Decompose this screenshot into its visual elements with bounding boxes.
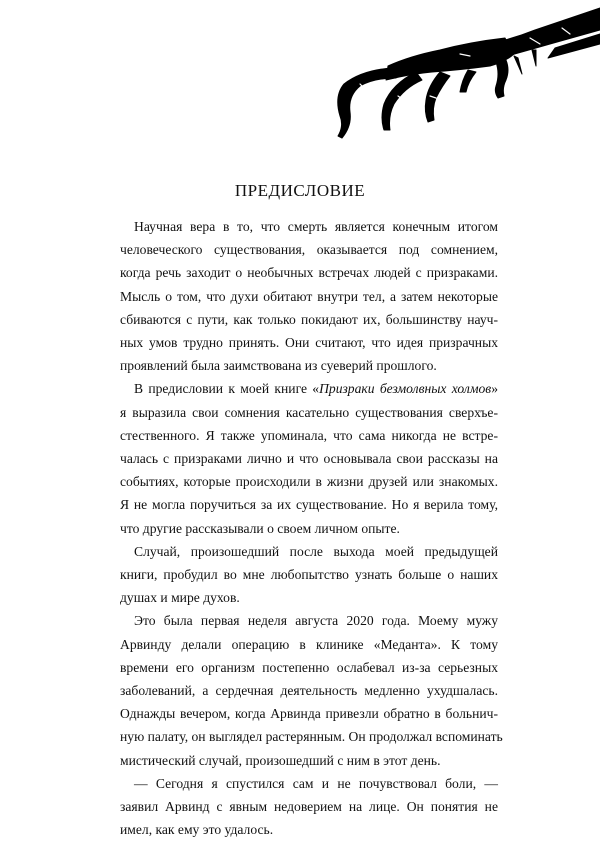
text-line: Мысль о том, что духи обитают внутри тел, а затем некоторые xyxy=(120,288,498,304)
text-line xyxy=(120,377,498,400)
text-line: времени его организм постепенно ослабевал из-за серьезных xyxy=(120,659,498,675)
text-fragment: В предисловии к моей книге « xyxy=(134,381,320,397)
text-line: когда речь заходит о необычных встречах людей с призраками. xyxy=(120,265,498,281)
text-line: стественного. Я также упоминала, что сама никогда не встре- xyxy=(120,427,498,443)
text-line: Арвинду делали операцию в клинике «Меданта». К тому xyxy=(120,636,498,652)
text-line: книги, пробудил во мне любопытство узнать больше о наших xyxy=(120,567,498,583)
text-line: я выразила свои сомнения касательно существования сверхъе- xyxy=(120,404,498,420)
paragraph-5 xyxy=(120,772,498,841)
chapter-heading: ПРЕДИСЛОВИЕ xyxy=(234,181,366,200)
text-line: Случай, произошедший после выхода моей предыдущей xyxy=(134,543,498,559)
paragraph-3 xyxy=(120,540,498,610)
text-line: событиях, которые происходили в жизни друзей или знакомых. xyxy=(120,474,498,490)
text-line: человеческого существования, оказывается под сомнением, xyxy=(120,242,498,258)
text-line: Я не могла поручиться за их существование. Но я верила тому, xyxy=(120,497,498,513)
skeletal-hand-icon xyxy=(300,0,600,150)
paragraph-4 xyxy=(120,609,503,771)
text-line: мистический случай, произошедший с ним в этот день. xyxy=(120,752,441,768)
book-title: Призраки безмолвных холмов xyxy=(319,381,492,397)
text-fragment: » xyxy=(491,381,498,397)
text-line: Научная вера в то, что смерть является конечным итогом xyxy=(134,219,498,234)
text-line: заявил Арвинд с явным недоверием на лице. Он понятия не xyxy=(120,799,498,815)
text-line: душах и мире духов. xyxy=(120,590,240,606)
text-line: имел, как ему это удалось. xyxy=(120,822,274,838)
paragraph-1 xyxy=(120,215,498,377)
text-line: что другие рассказывали о своем личном опыте. xyxy=(120,520,400,536)
text-line: ных умов трудно принять. Они считают, что идея призрачных xyxy=(120,335,498,351)
text-line: ную палату, он выглядел растерянным. Он продолжал вспоминать xyxy=(120,729,503,745)
text-line: Однажды вечером, когда Арвинда привезли обратно в больнич- xyxy=(120,706,498,722)
text-line: — Сегодня я спустился сам и не почувствовал боли, — xyxy=(134,775,498,791)
text-line: чалась с призраками лично и что основывала свои рассказы на xyxy=(120,451,498,467)
body-text xyxy=(120,215,503,841)
text-line: заболеваний, а сердечная деятельность медленно ухудшалась. xyxy=(120,683,498,699)
text-line: Это была первая неделя августа 2020 года. Моему мужу xyxy=(134,613,498,629)
text-line: проявлений была заимствована из суеверий прошлого. xyxy=(120,358,437,374)
text-line: сбиваются с пути, как только покидают их, большинству науч- xyxy=(120,311,498,327)
paragraph-2 xyxy=(120,377,498,539)
